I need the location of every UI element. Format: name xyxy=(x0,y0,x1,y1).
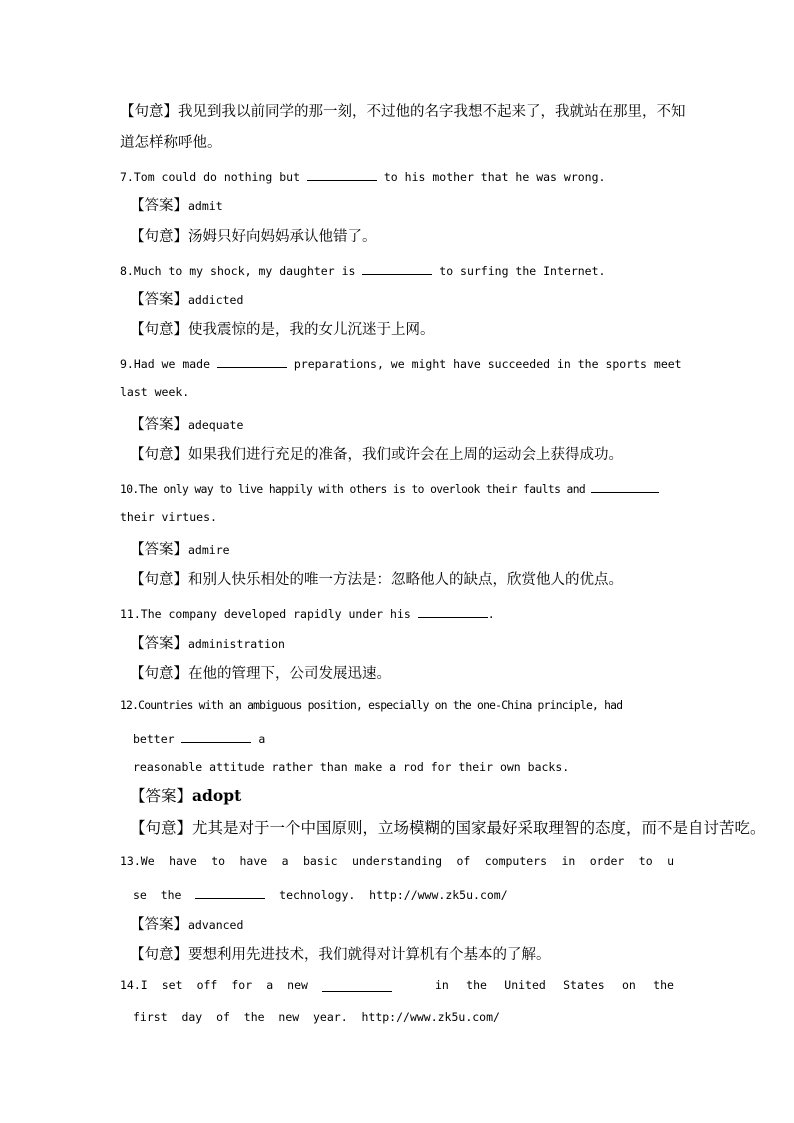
question-text: better xyxy=(133,732,182,746)
question-13 xyxy=(120,856,674,868)
meaning-text: 和别人快乐相处的唯一方法是：忽略他人的缺点，欣赏他人的优点。 xyxy=(188,572,623,588)
question-7 xyxy=(120,169,605,184)
question-text: preparations, we might have succeeded in the sports meet xyxy=(286,357,682,371)
answer-line xyxy=(130,636,285,652)
question-word: basic xyxy=(302,854,338,868)
question-word: the xyxy=(653,978,674,992)
question-word: have xyxy=(239,854,268,868)
answer-line xyxy=(130,788,241,805)
question-12 xyxy=(120,700,622,711)
question-word: States xyxy=(563,978,605,992)
question-11 xyxy=(120,606,495,621)
meaning-text: 要想利用先进技术，我们就得对计算机有个基本的了解。 xyxy=(188,947,551,963)
question-14 xyxy=(120,980,674,994)
question-word: United xyxy=(504,978,546,992)
question-number-word xyxy=(120,856,155,868)
question-word: the xyxy=(466,978,487,992)
answer-text: advanced xyxy=(188,918,244,932)
answer-label: 【答案】 xyxy=(130,636,188,652)
question-9 xyxy=(120,356,682,371)
question-number: 10. xyxy=(120,483,139,496)
meaning-text: 使我震惊的是，我的女儿沉迷于上网。 xyxy=(188,322,435,338)
question-12-continued-2: reasonable attitude rather than make a rod for their own backs. xyxy=(133,760,570,774)
meaning-text: 我见到我以前同学的那一刻，不过他的名字我想不起来了，我就站在那里，不知 xyxy=(178,104,686,120)
answer-label: 【答案】 xyxy=(130,198,188,214)
meaning-text: 汤姆只好向妈妈承认他错了。 xyxy=(188,229,377,245)
meaning-label: 【句意】 xyxy=(130,947,188,963)
meaning-line xyxy=(120,105,686,120)
question-number: 9. xyxy=(120,357,134,371)
meaning-line xyxy=(130,667,391,682)
question-word: for xyxy=(231,978,253,992)
question-text: Much to my shock, my daughter is xyxy=(133,264,363,278)
question-text: Tom could do nothing but xyxy=(133,170,307,184)
question-9-continued: last week. xyxy=(120,385,190,399)
question-word: in xyxy=(561,854,576,868)
answer-blank xyxy=(418,606,488,618)
meaning-label: 【句意】 xyxy=(130,229,188,245)
answer-blank xyxy=(195,887,265,899)
answer-label: 【答案】 xyxy=(130,417,188,433)
question-word: to xyxy=(638,854,653,868)
question-text: to his mother that he was wrong. xyxy=(376,170,606,184)
answer-text: adopt xyxy=(192,786,242,805)
question-number-word xyxy=(120,980,148,992)
answer-label: 【答案】 xyxy=(130,292,188,308)
question-word: of xyxy=(456,854,471,868)
meaning-label: 【句意】 xyxy=(130,447,188,463)
meaning-line xyxy=(130,448,623,463)
question-word: have xyxy=(169,854,197,868)
question-14-before-blank xyxy=(120,980,392,992)
question-10-continued: their virtues. xyxy=(120,510,217,524)
question-word: in xyxy=(435,978,449,992)
answer-blank xyxy=(362,263,432,275)
question-word: a xyxy=(266,978,274,992)
question-number: 13. xyxy=(120,854,141,868)
question-word: order xyxy=(589,854,625,868)
question-text: . xyxy=(487,607,495,621)
answer-text: addicted xyxy=(188,293,244,307)
answer-line xyxy=(130,417,243,433)
question-word: computers xyxy=(484,854,548,868)
question-8 xyxy=(120,263,605,278)
question-14-continued: first day of the new year. http://www.zk5u.com/ xyxy=(133,1010,500,1024)
question-word: understanding xyxy=(352,854,443,868)
meaning-line xyxy=(130,573,623,588)
question-word: set xyxy=(161,978,183,992)
answer-text: administration xyxy=(188,637,285,651)
question-number: 12. xyxy=(120,699,139,712)
question-text: The only way to live happily with others is to overlook their faults and xyxy=(138,483,592,496)
question-number: 7. xyxy=(120,170,134,184)
question-word: new xyxy=(287,978,308,992)
meaning-line xyxy=(130,230,377,245)
answer-label: 【答案】 xyxy=(130,917,188,933)
answer-line xyxy=(130,542,230,558)
question-text: se the xyxy=(133,888,196,902)
question-word: u xyxy=(667,854,674,868)
question-number: 11. xyxy=(120,607,141,621)
answer-label: 【答案】 xyxy=(130,542,188,558)
question-14-after-blank xyxy=(435,980,674,992)
answer-blank xyxy=(217,356,287,368)
question-10 xyxy=(120,481,659,495)
answer-line xyxy=(130,292,243,308)
meaning-text: 道怎样称呼他。 xyxy=(120,135,222,151)
question-word: on xyxy=(621,978,636,992)
question-text: to surfing the Internet. xyxy=(432,264,606,278)
answer-line xyxy=(130,198,223,214)
meaning-label: 【句意】 xyxy=(130,322,188,338)
question-number: 8. xyxy=(120,264,134,278)
question-word: I xyxy=(140,978,148,992)
question-12-continued xyxy=(133,731,265,746)
meaning-line xyxy=(130,948,551,963)
answer-text: admit xyxy=(188,199,223,213)
meaning-line xyxy=(130,821,766,837)
answer-text: adequate xyxy=(188,418,244,432)
answer-text: admire xyxy=(188,543,230,557)
question-word: to xyxy=(211,854,226,868)
meaning-label: 【句意】 xyxy=(120,104,178,120)
question-text: Countries with an ambiguous position, especially on the one-China principle, had xyxy=(138,699,623,712)
answer-blank xyxy=(591,481,659,493)
answer-blank xyxy=(307,169,377,181)
answer-line xyxy=(130,917,243,933)
question-text: The company developed rapidly under his xyxy=(140,607,418,621)
question-text: Had we made xyxy=(133,357,217,371)
meaning-label: 【句意】 xyxy=(130,572,188,588)
question-word: off xyxy=(196,978,218,992)
question-text: technology. http://www.zk5u.com/ xyxy=(265,888,508,902)
question-number: 14. xyxy=(120,978,141,992)
answer-label: 【答案】 xyxy=(130,787,193,805)
question-text: a xyxy=(251,732,266,746)
meaning-line-continued xyxy=(120,136,222,151)
meaning-line xyxy=(130,323,435,338)
meaning-label: 【句意】 xyxy=(130,666,188,682)
meaning-text: 尤其是对于一个中国原则，立场模糊的国家最好采取理智的态度，而不是自讨苦吃。 xyxy=(192,819,766,837)
question-word: We xyxy=(140,854,155,868)
meaning-text: 如果我们进行充足的准备，我们或许会在上周的运动会上获得成功。 xyxy=(188,447,623,463)
question-13-continued xyxy=(133,887,508,902)
answer-blank xyxy=(181,731,251,743)
meaning-text: 在他的管理下，公司发展迅速。 xyxy=(188,666,391,682)
answer-blank xyxy=(322,980,392,992)
question-word: a xyxy=(281,854,289,868)
meaning-label: 【句意】 xyxy=(130,819,193,837)
